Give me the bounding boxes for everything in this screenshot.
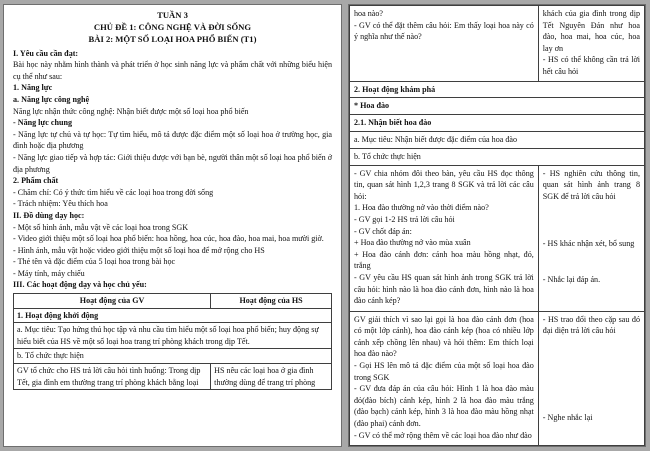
activity-section-title: 2. Hoạt động khám phá	[350, 81, 645, 98]
gv-cell	[350, 311, 539, 445]
subsection-heading: 1. Năng lực	[13, 83, 53, 93]
activities-table-right	[349, 5, 645, 446]
paragraph: - GV chia nhóm đôi theo bàn, yêu cầu HS đọc thông tin, quan sát hình 1,2,3 trang 8 SGK và trả lời các câu hỏi:	[354, 168, 534, 201]
paragraph: - Máy tính, máy chiếu	[13, 268, 85, 278]
paragraph: - GV gọi 1-2 HS trả lời câu hỏi	[354, 214, 455, 224]
section-heading: I. Yêu cầu cần đạt:	[13, 48, 79, 58]
gv-column-header: Hoạt động của GV	[14, 294, 211, 309]
subsection-heading: a. Năng lực công nghệ	[13, 94, 90, 104]
paragraph: hoa nào?	[354, 9, 383, 18]
activity-organize: b. Tổ chức thực hiện	[14, 349, 332, 364]
activities-table-left	[13, 293, 332, 390]
paragraph: - Năng lực giao tiếp và hợp tác: Giới thiệu được với bạn bè, người thân một số loại hoa phổ biến ở địa phương	[13, 152, 332, 174]
table-row	[350, 131, 645, 148]
paragraph: - Nhắc lại đáp án.	[542, 274, 601, 284]
gv-cell: GV tổ chức cho HS trả lời câu hỏi tình huống: Trong dịp Tết, gia đình em thường trang trí phòng khách bằng loại	[14, 364, 211, 390]
subsection-heading: 2. Phẩm chất	[13, 176, 59, 186]
paragraph: - HS nghiên cứu thông tin, quan sát hình ảnh trang 8 SGK để trả lời câu hỏi	[542, 168, 640, 201]
table-row	[14, 364, 332, 390]
activity-objective: a. Mục tiêu: Tạo hứng thú học tập và nhu cầu tìm hiểu một số loại hoa phổ biến; huy động sự hiểu biết của HS về một số loại hoa trang trí phòng khách trong dịp Tết.	[14, 323, 332, 349]
table-row	[14, 323, 332, 349]
paragraph: + Hoa đào cánh đơn: cánh hoa màu hồng nhạt, đỏ, trắng	[354, 249, 534, 271]
paragraph: - Chăm chỉ: Có ý thức tìm hiểu về các loại hoa trong đời sống	[13, 187, 214, 197]
lesson-title: BÀI 2: MỘT SỐ LOẠI HOA PHỔ BIẾN (T1)	[88, 34, 257, 45]
gv-cell	[350, 165, 539, 311]
topic-title: CHỦ ĐỀ 1: CÔNG NGHỆ VÀ ĐỜI SỐNG	[93, 22, 252, 33]
paragraph: Bài học này nhằm hình thành và phát triển ở học sinh năng lực và phẩm chất với những biểu hiện cụ thể như sau:	[13, 60, 332, 81]
paragraph: - Năng lực tự chủ và tự học: Tự tìm hiểu, mô tả được đặc điểm một số loại hoa ở trường học, gia đình hoặc địa phương	[13, 129, 332, 151]
document-header	[13, 9, 332, 46]
paragraph: - GV có thể mở rộng thêm về các loại hoa đào như đào	[354, 430, 532, 440]
table-row	[350, 98, 645, 115]
paragraph: - GV có thể đặt thêm câu hỏi: Em thấy loại hoa này có ý nghĩa như thế nào?	[354, 20, 534, 42]
paragraph: - Thẻ tên và đặc điểm của 5 loại hoa trong bài học	[13, 257, 176, 267]
week-title: TUẦN 3	[157, 10, 188, 20]
section-heading: III. Các hoạt động dạy và học chủ yếu:	[13, 280, 147, 290]
activity-section-title: 1. Hoạt động khởi động	[14, 308, 332, 323]
page-1	[3, 4, 342, 447]
paragraph: khách của gia đình trong dịp Tết Nguyên Đán như hoa đào, hoa mai, hoa cúc, hoa lay ơn	[542, 9, 640, 53]
table-row	[350, 311, 645, 445]
hs-column-header: Hoạt động của HS	[211, 294, 332, 309]
page-2	[348, 4, 646, 447]
table-row	[14, 308, 332, 323]
hs-cell	[538, 311, 644, 445]
hs-cell	[538, 6, 644, 82]
paragraph: - Hình ảnh, mẫu vật hoặc video giới thiệu một số loại hoa để mở rộng cho HS	[13, 245, 265, 255]
table-row	[14, 349, 332, 364]
paragraph: - GV đưa đáp án của câu hỏi: Hình 1 là hoa đào màu đỏ(đào bích) cánh kép, hình 2 là hoa đào màu trắng (đào bạch) cánh kép, hình 3 là hoa đào màu hồng nhạt (đào phai) cánh đơn.	[354, 384, 534, 428]
activity-organize: b. Tổ chức thực hiện	[350, 148, 645, 165]
activity-objective: a. Mục tiêu: Nhận biết được đặc điểm của hoa đào	[350, 131, 645, 148]
flower-heading: * Hoa đào	[350, 98, 645, 115]
table-row	[350, 6, 645, 82]
paragraph: - Một số hình ảnh, mẫu vật về các loại hoa trong SGK	[13, 222, 189, 232]
paragraph: - Nghe nhắc lại	[542, 412, 593, 422]
paragraph: - Trách nhiệm: Yêu thích hoa	[13, 199, 108, 209]
paragraph: GV giải thích vì sao lại gọi là hoa đào cánh đơn (hoa có một lớp cánh), hoa đào cánh kép (hoa có nhiều lớp cánh xếp chồng lên nhau) và hỏi thêm: Em thích loại hoa đào nào?	[354, 314, 534, 359]
paragraph: 1. Hoa đào thường nở vào thời điểm nào?	[354, 203, 489, 213]
table-header-row	[14, 294, 332, 309]
paragraph: - Video giới thiệu một số loại hoa phổ biến: hoa hồng, hoa cúc, hoa đào, hoa mai, hoa mười giờ.	[13, 234, 324, 244]
table-row	[350, 165, 645, 311]
gv-cell	[350, 6, 539, 82]
paragraph: - HS trao đổi theo cặp sau đó đại diện trả lời câu hỏi	[542, 314, 640, 336]
paragraph: - GV yêu cầu HS quan sát hình ảnh trong SGK trả lời câu hỏi: hình nào là hoa đào cánh đơn, hình nào là hoa đào cánh kép?	[354, 272, 534, 306]
subsection-heading: - Năng lực chung	[13, 118, 73, 128]
paragraph: - GV chốt đáp án:	[354, 226, 412, 236]
paragraph: + Hoa đào thường nở vào mùa xuân	[354, 238, 471, 248]
hs-cell	[538, 165, 644, 311]
paragraph: - HS có thể không cần trả lời hết câu hỏi	[542, 55, 640, 76]
paragraph: - HS khác nhận xét, bổ sung	[542, 239, 635, 249]
section-heading: II. Đồ dùng dạy học:	[13, 210, 85, 220]
table-row	[350, 115, 645, 132]
paragraph: Năng lực nhận thức công nghệ: Nhận biết được một số loại hoa phổ biến	[13, 106, 249, 116]
table-row	[350, 81, 645, 98]
subactivity-heading: 2.1. Nhận biết hoa đào	[350, 115, 645, 132]
hs-cell: HS nêu các loại hoa ở gia đình thường dùng để trang trí phòng	[211, 364, 332, 390]
table-row	[350, 148, 645, 165]
paragraph: - Gọi HS lên mô tả đặc điểm của một số loại hoa đào trong SGK	[354, 361, 534, 382]
